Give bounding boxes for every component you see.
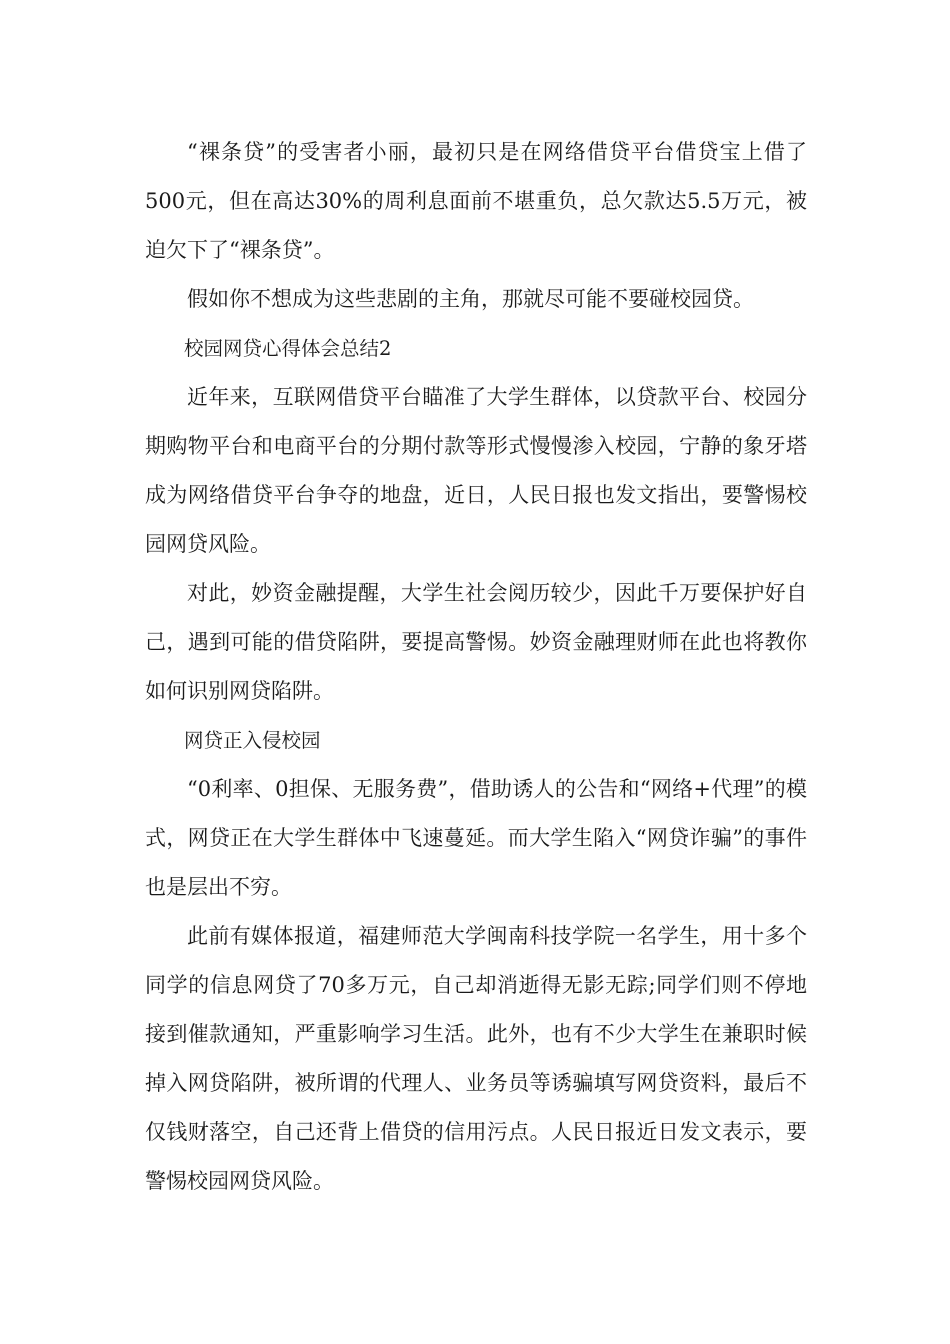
- paragraph-naked-loan-victim: “裸条贷”的受害者小丽，最初只是在网络借贷平台借贷宝上借了500元，但在高达30%的周利息面前不堪重负，总欠款达5.5万元，被迫欠下了“裸条贷”。: [145, 140, 807, 262]
- paragraph-avoid-campus-loans: 假如你不想成为这些悲剧的主角，那就尽可能不要碰校园贷。: [187, 287, 754, 311]
- paragraph-zero-interest-lure: “0利率、0担保、无服务费”，借助诱人的公告和“网络+代理”的模式，网贷正在大学生群体中飞速蔓延。而大学生陷入“网贷诈骗”的事件也是层出不穷。: [145, 777, 807, 899]
- document-body: [145, 128, 807, 1206]
- paragraph-miaozi-reminder: 对此，妙资金融提醒，大学生社会阅历较少，因此千万要保护好自己，遇到可能的借贷陷阱，要提高警惕。妙资金融理财师在此也将教你如何识别网贷陷阱。: [145, 581, 807, 703]
- section-heading-summary-2: 校园网贷心得体会总结2: [184, 337, 392, 360]
- section-heading-loans-invading-campus: 网贷正入侵校园: [184, 729, 321, 752]
- paragraph-media-report: 此前有媒体报道，福建师范大学闽南科技学院一名学生，用十多个同学的信息网贷了70多万元，自己却消逝得无影无踪;同学们则不停地接到催款通知，严重影响学习生活。此外，也有不少大学生在兼职时候掉入网贷陷阱，被所谓的代理人、业务员等诱骗填写网贷资料，最后不仅钱财落空，自己还背上借贷的信用污点。人民日报近日发文表示，要警惕校园网贷风险。: [145, 924, 807, 1193]
- paragraph-platforms-target-students: 近年来，互联网借贷平台瞄准了大学生群体，以贷款平台、校园分期购物平台和电商平台的分期付款等形式慢慢渗入校园，宁静的象牙塔成为网络借贷平台争夺的地盘，近日，人民日报也发文指出，要警惕校园网贷风险。: [145, 385, 807, 556]
